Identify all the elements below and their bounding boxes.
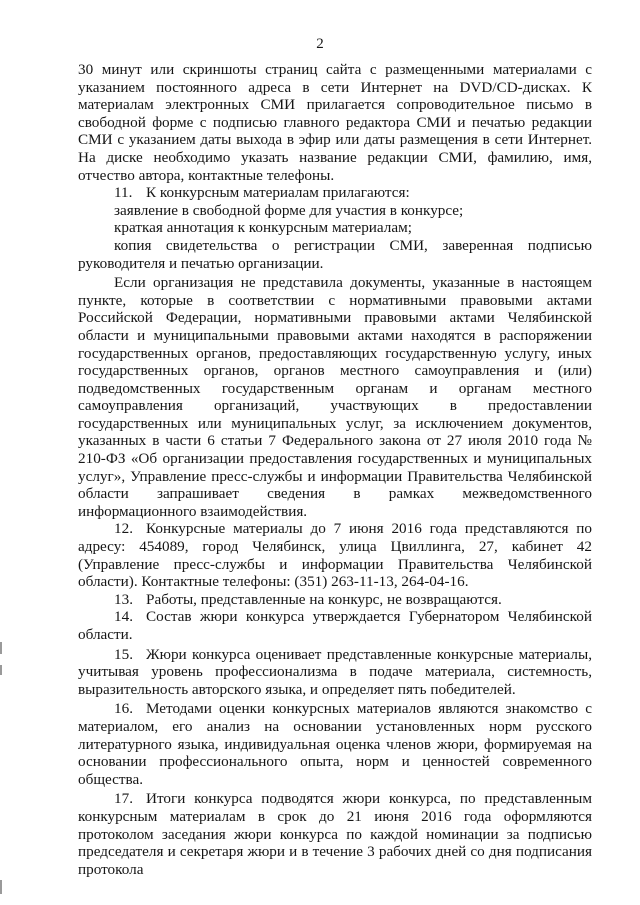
paragraph-attachment-annotation: краткая аннотация к конкурсным материалам; (114, 219, 412, 237)
paragraph-interagency-request: Если организация не представила документы, указанные в настоящем пункте, которые в соответствии с нормативными правовыми актами Российской Федерации, нормативными правовыми актами Челябинской области и муниципальными правовыми актами находятся в распоряжении государственных органов, предоставляющих государственную услугу, иных государственных органов, органов местного самоуправления и (или) подведомственных государственным органам и органам местного самоуправления организаций, участвующих в предоставлении государственных или муниципальных услуг, за исключением документов, указанных в части 6 статьи 7 Федерального закона от 27 июля 2010 года № 210-ФЗ «Об организации предоставления государственных и муниципальных услуг», Управление пресс-службы и информации Правительства Челябинской области запрашивает сведения в рамках межведомственного информационного взаимодействия. (78, 274, 592, 520)
scan-edge-mark (0, 665, 2, 675)
paragraph-item-14 (78, 608, 592, 643)
paragraph-item-12 (78, 520, 592, 590)
paragraph-attachment-certificate: копия свидетельства о регистрации СМИ, заверенная подписью руководителя и печатью организации. (78, 236, 592, 272)
item-number: 16. (114, 700, 133, 718)
item-number: 14. (114, 608, 133, 626)
item-text: К конкурсным материалам прилагаются: (146, 184, 410, 202)
paragraph-item-17 (78, 790, 592, 878)
item-number: 12. (114, 520, 133, 538)
scan-edge-mark (0, 642, 2, 654)
paragraph-item-15 (78, 646, 592, 699)
item-number: 11. (114, 184, 133, 202)
document-body (78, 61, 592, 878)
paragraph-continuation: 30 минут или скриншоты страниц сайта с размещенными материалами с указанием постоянного адреса в сети Интернет на DVD/CD-дисках. К материалам электронных СМИ прилагается сопроводительное письмо в свободной форме с подписью главного редактора СМИ и печатью редакции СМИ с указанием даты выхода в эфир или даты размещения в сети Интернет. На диске необходимо указать название редакции СМИ, фамилию, имя, отчество автора, контактные телефоны. (78, 61, 592, 184)
item-number: 15. (114, 645, 133, 663)
item-text: Методами оценки конкурсных материалов являются знакомство с материалом, его анализ на основании установленных норм русского литературного языка, индивидуальная оценка членов жюри, формируемая на основании профессионального опыта, норм и ценностей современного общества. (78, 700, 592, 788)
item-number: 17. (114, 790, 133, 808)
item-number: 13. (114, 590, 133, 608)
item-text: Состав жюри конкурса утверждается Губернатором Челябинской области. (78, 608, 592, 643)
paragraph-item-11 (78, 184, 592, 202)
paragraph-attachment-application: заявление в свободной форме для участия в конкурсе; (114, 201, 464, 219)
item-text: Итоги конкурса подводятся жюри конкурса, по представленным конкурсным материалам в срок до 21 июня 2016 года оформляются протоколом заседания жюри конкурса по каждой номинации за подписью председателя и секретаря жюри и в течение 3 рабочих дней со дня подписания протокола (78, 790, 592, 878)
page-number: 2 (316, 36, 324, 52)
paragraph-item-13 (78, 591, 592, 609)
item-text: Конкурсные материалы до 7 июня 2016 года представляются по адресу: 454089, город Челябинск, улица Цвиллинга, 27, кабинет 42 (Управление пресс-службы и информации Правительства Челябинской области). Контактные телефоны: (351) 263-11-13, 264-04-16. (78, 520, 592, 591)
item-text: Работы, представленные на конкурс, не возвращаются. (146, 590, 502, 608)
item-text: Жюри конкурса оценивает представленные конкурсные материалы, учитывая уровень профессионализма в подаче материала, системность, выразительность авторского языка, и определяет пять победителей. (78, 645, 592, 698)
paragraph-item-16 (78, 700, 592, 788)
scan-edge-mark (0, 880, 2, 894)
